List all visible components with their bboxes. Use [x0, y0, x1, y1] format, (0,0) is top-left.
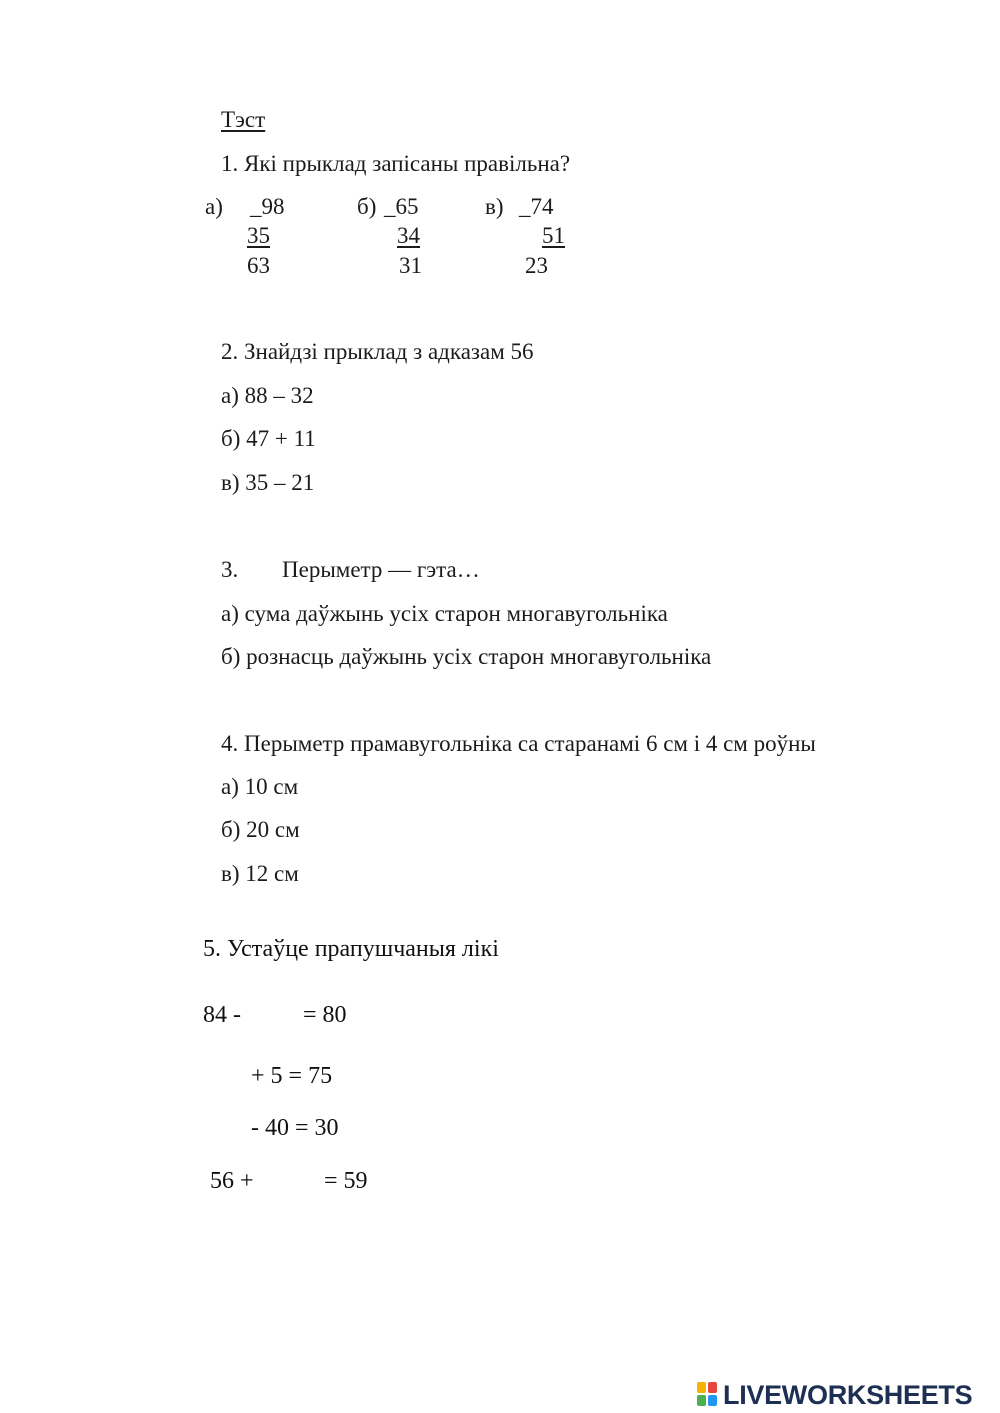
q1-option-c-subtrahend: 51	[542, 223, 565, 248]
q1-option-b-subtrahend: 34	[397, 223, 420, 248]
logo-block-green	[697, 1395, 706, 1406]
q4-option-c: в) 12 см	[221, 861, 299, 886]
liveworksheets-logo	[697, 1378, 972, 1412]
logo-block-blue	[708, 1395, 717, 1406]
q4-option-b: б) 20 см	[221, 817, 300, 842]
question-5-text: 5. Устаўце прапушчаныя лікі	[203, 936, 499, 962]
q1-option-c-minuend: _74	[519, 194, 554, 219]
q1-option-a-label: а)	[205, 194, 223, 219]
liveworksheets-logo-text: LIVEWORKSHEETS	[723, 1379, 973, 1410]
liveworksheets-logo-icon	[697, 1382, 719, 1408]
q2-option-b: б) 47 + 11	[221, 426, 316, 451]
q1-option-b-result: 31	[399, 253, 422, 278]
q4-option-a: а) 10 см	[221, 774, 299, 799]
test-title: Тэст	[221, 107, 266, 132]
q5-eq4-right: = 59	[324, 1168, 368, 1194]
question-3-number: 3.	[221, 557, 239, 582]
q5-eq4-left: 56 +	[210, 1168, 254, 1194]
q1-option-c-label: в)	[485, 194, 504, 219]
question-3-text: Перыметр — гэта…	[282, 557, 480, 582]
question-2-text: 2. Знайдзі прыклад з адказам 56	[221, 339, 534, 364]
q3-option-b: б) рознасць даўжынь усіх старон многавугольніка	[221, 644, 712, 669]
q1-option-b-minuend: _65	[384, 194, 419, 219]
q3-option-a: а) сума даўжынь усіх старон многавугольніка	[221, 601, 668, 626]
q1-option-c-result: 23	[525, 253, 548, 278]
question-1-text: 1. Які прыклад запісаны правільна?	[221, 151, 571, 176]
q5-eq3: - 40 = 30	[251, 1115, 339, 1141]
q2-option-a: а) 88 – 32	[221, 383, 314, 408]
logo-block-yellow	[697, 1382, 706, 1393]
question-4-text: 4. Перыметр прамавугольніка са старанамі 6 см і 4 см роўны	[221, 731, 816, 756]
logo-block-red	[708, 1382, 717, 1393]
q5-eq1-left: 84 -	[203, 1002, 241, 1028]
q1-option-b-label: б)	[357, 194, 377, 219]
q1-option-a-minuend: _98	[250, 194, 285, 219]
q5-eq1-right: = 80	[303, 1002, 347, 1028]
q5-eq2: + 5 = 75	[251, 1063, 333, 1089]
q1-option-a-subtrahend: 35	[247, 223, 270, 248]
q1-option-a-result: 63	[247, 253, 270, 278]
q2-option-c: в) 35 – 21	[221, 470, 315, 495]
